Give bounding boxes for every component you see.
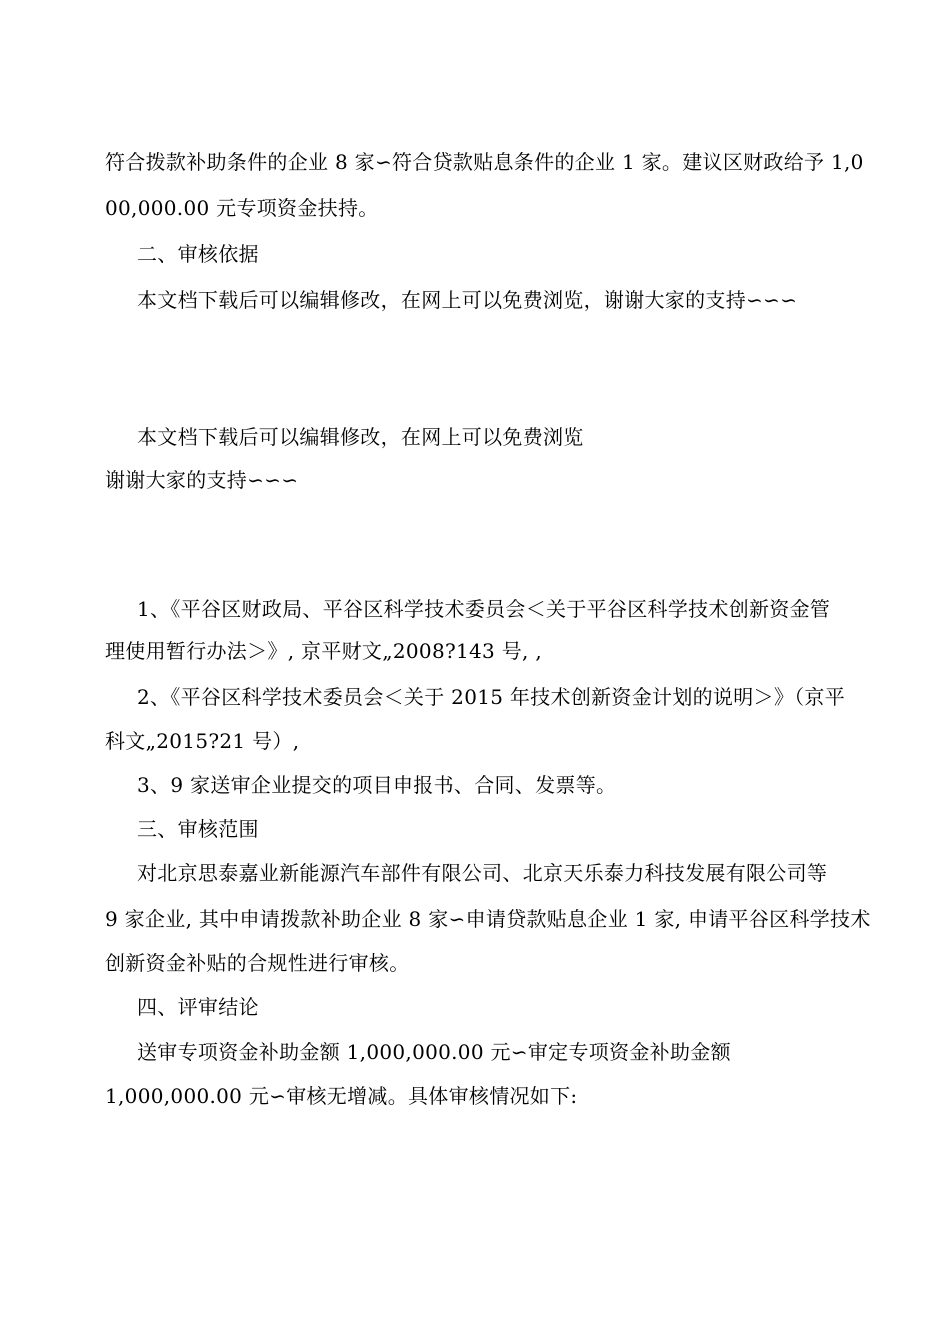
reference-item: 1、《平谷区财政局、平谷区科学技术委员会＜关于平谷区科学技术创新资金管 [137, 597, 831, 621]
paragraph-line: 送审专项资金补助金额 1,000,000.00 元∽审定专项资金补助金额 [137, 1040, 731, 1064]
paragraph-line: 00,000.00 元专项资金扶持。 [105, 196, 379, 220]
reference-item-continued: 科文„2015?21 号）, [105, 729, 300, 753]
section-heading: 四、评审结论 [137, 995, 259, 1019]
watermark-text-line: 本文档下载后可以编辑修改，在网上可以免费浏览 [137, 425, 584, 449]
reference-item: 2、《平谷区科学技术委员会＜关于 2015 年技术创新资金计划的说明＞》（京平 [137, 685, 846, 709]
paragraph-line: 符合拨款补助条件的企业 8 家∽符合贷款贴息条件的企业 1 家。建议区财政给予 1,0 [105, 150, 864, 174]
paragraph-line: 本文档下载后可以编辑修改，在网上可以免费浏览，谢谢大家的支持∽∽∽ [137, 288, 798, 312]
section-heading: 二、审核依据 [137, 242, 259, 266]
paragraph-line: 对北京思泰嘉业新能源汽车部件有限公司、北京天乐泰力科技发展有限公司等 [137, 861, 828, 885]
paragraph-line: 创新资金补贴的合规性进行审核。 [105, 951, 410, 975]
reference-item-continued: 理使用暂行办法＞》, 京平财文„2008?143 号, , [105, 639, 543, 663]
reference-item: 3、9 家送审企业提交的项目申报书、合同、发票等。 [137, 773, 617, 797]
section-heading: 三、审核范围 [137, 817, 259, 841]
paragraph-line: 9 家企业, 其中申请拨款补助企业 8 家∽申请贷款贴息企业 1 家, 申请平谷区科学技术 [105, 907, 871, 931]
paragraph-line: 1,000,000.00 元∽审核无增减。具体审核情况如下: [105, 1084, 578, 1108]
watermark-text-line: 谢谢大家的支持∽∽∽ [105, 468, 299, 492]
